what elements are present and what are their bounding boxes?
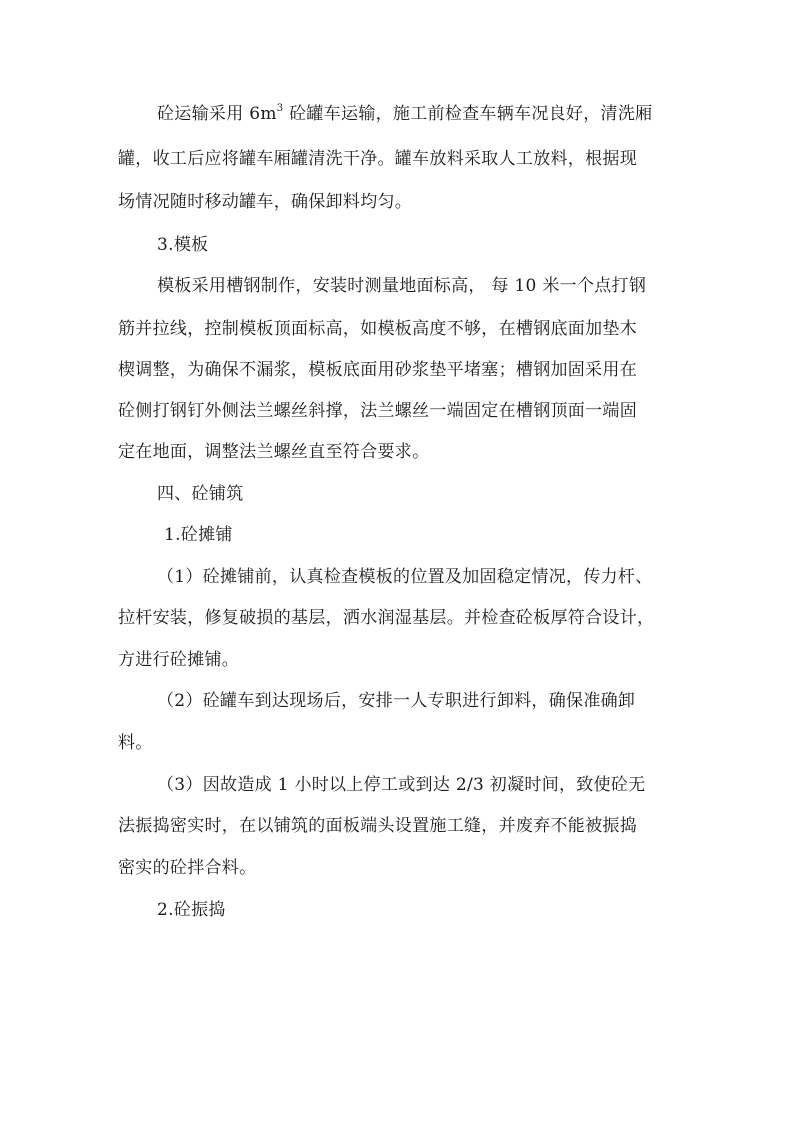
- list-item-2-line-1: （2）砼罐车到达现场后，安排一人专职进行卸料，确保准确卸: [157, 691, 636, 711]
- paragraph-template-line-3: 楔调整，为确保不漏浆，模板底面用砂浆垫平堵塞；槽钢加固采用在: [118, 360, 637, 380]
- subheading-concrete-spreading: 1.砼摊铺: [164, 525, 233, 545]
- paragraph-transport-line-1: [157, 102, 652, 126]
- paragraph-transport-line-3: 场情况随时移动罐车，确保卸料均匀。: [118, 192, 413, 212]
- paragraph-template-line-1: 模板采用槽钢制作，安装时测量地面标高， 每 10 米一个点打钢: [157, 276, 647, 296]
- text-segment: 砼罐车运输，施工前检查车辆车况良好，清洗厢: [283, 104, 653, 124]
- text-segment: 砼运输采用 6m: [157, 104, 277, 124]
- paragraph-template-line-4: 砼侧打钢钉外侧法兰螺丝斜撑，法兰螺丝一端固定在槽钢顶面一端固: [118, 401, 637, 421]
- list-item-3-line-1: （3）因故造成 1 小时以上停工或到达 2/3 初凝时间，致使砼无: [157, 775, 646, 795]
- list-item-3-line-3: 密实的砼拌合料。: [118, 858, 257, 878]
- list-item-1-line-2: 拉杆安装，修复破损的基层，洒水润湿基层。并检查砼板厚符合设计，: [118, 608, 655, 628]
- paragraph-template-line-5: 定在地面，调整法兰螺丝直至符合要求。: [118, 442, 430, 462]
- section-title-concrete-paving: 四、砼铺筑: [157, 484, 244, 504]
- heading-template: 3.模板: [157, 235, 209, 255]
- list-item-1-line-3: 方进行砼摊铺。: [118, 650, 240, 670]
- paragraph-transport-line-2: 罐，收工后应将罐车厢罐清洗干净。罐车放料采取人工放料，根据现: [118, 149, 637, 169]
- list-item-1-line-1: （1）砼摊铺前，认真检查模板的位置及加固稳定情况，传力杆、: [157, 567, 653, 587]
- superscript-3: 3: [276, 103, 284, 115]
- subheading-concrete-vibration: 2.砼振捣: [157, 900, 226, 920]
- list-item-3-line-2: 法振捣密实时，在以铺筑的面板端头设置施工缝，并废弃不能被振捣: [118, 816, 637, 836]
- list-item-2-line-2: 料。: [118, 733, 153, 753]
- paragraph-template-line-2: 筋并拉线，控制模板顶面标高，如模板高度不够，在槽钢底面加垫木: [118, 319, 637, 339]
